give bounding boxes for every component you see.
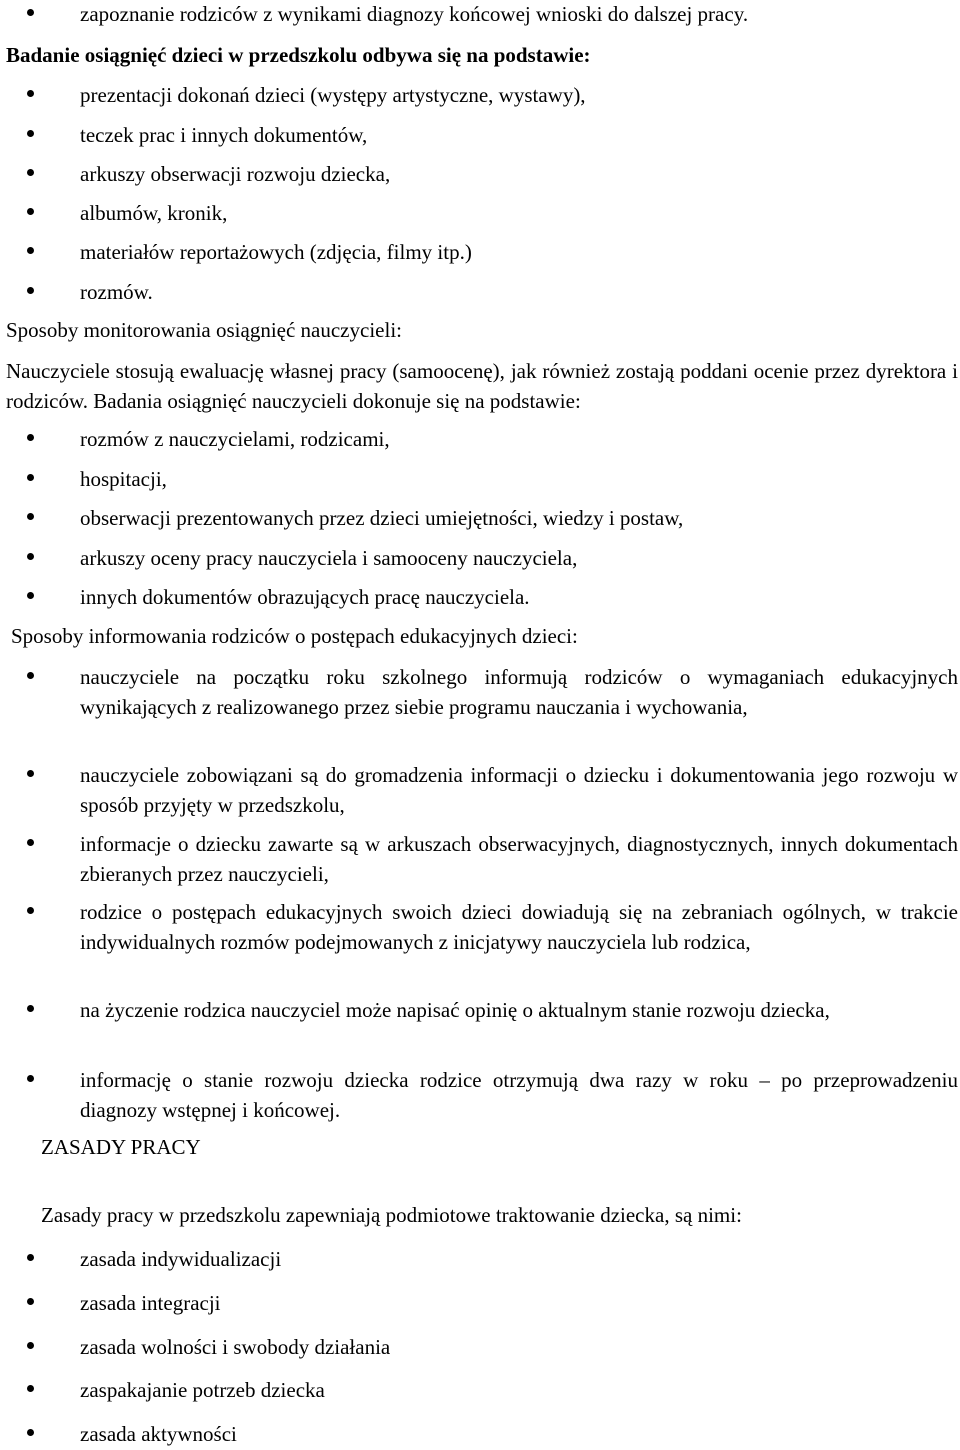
bullet-icon — [27, 287, 34, 294]
bullet-icon — [27, 592, 34, 599]
section-heading-badanie-dzieci: Badanie osiągnięć dzieci w przedszkolu odbywa się na podstawie: — [6, 43, 591, 67]
list-item-text: zaspakajanie potrzeb dziecka — [80, 1378, 325, 1402]
bullet-icon — [27, 1342, 34, 1349]
list-item-text: zasada indywidualizacji — [80, 1247, 282, 1271]
bullet-icon — [27, 90, 34, 97]
list-item-text: rozmów z nauczycielami, rodzicami, — [80, 427, 390, 451]
bullet-icon — [27, 1429, 34, 1436]
bullet-icon — [27, 1298, 34, 1305]
list-item-text: na życzenie rodzica nauczyciel może napisać opinię o aktualnym stanie rozwoju dziecka, — [80, 998, 830, 1022]
list-item-text: teczek prac i innych dokumentów, — [80, 123, 368, 147]
list-item-text: zasada integracji — [80, 1291, 221, 1315]
section-heading-zasady: ZASADY PRACY — [41, 1135, 201, 1159]
section-heading-monitorowanie: Sposoby monitorowania osiągnięć nauczycieli: — [6, 318, 402, 342]
bullet-icon — [27, 474, 34, 481]
bullet-icon — [27, 672, 34, 679]
section-heading-informowanie: Sposoby informowania rodziców o postępach edukacyjnych dzieci: — [11, 624, 578, 648]
bullet-icon — [27, 513, 34, 520]
list-item-text: innych dokumentów obrazujących pracę nauczyciela. — [80, 585, 530, 609]
monitorowanie-paragraph: Nauczyciele stosują ewaluację własnej pracy (samoocenę), jak również zostają poddani ocenie przez dyrektora i rodziców. Badania osiągnięć nauczycieli dokonuje się na podstawie: — [6, 359, 958, 413]
bullet-icon — [27, 839, 34, 846]
list-item-text: arkuszy obserwacji rozwoju dziecka, — [80, 162, 391, 186]
bullet-icon — [27, 1075, 34, 1082]
bullet-icon — [27, 1254, 34, 1261]
list-item-text: obserwacji prezentowanych przez dzieci umiejętności, wiedzy i postaw, — [80, 506, 684, 530]
bullet-icon — [27, 1005, 34, 1012]
list-item-text: nauczyciele na początku roku szkolnego informują rodziców o wymaganiach edukacyjnych wynikających z realizowanego przez siebie programu nauczania i wychowania, — [80, 665, 958, 719]
bullet-icon — [27, 247, 34, 254]
bullet-icon — [27, 434, 34, 441]
list-item-text: nauczyciele zobowiązani są do gromadzenia informacji o dziecku i dokumentowania jego rozwoju w sposób przyjęty w przedszkolu, — [80, 763, 958, 817]
list-item-text: albumów, kronik, — [80, 201, 228, 225]
bullet-icon — [27, 1385, 34, 1392]
list-item-text: rozmów. — [80, 280, 153, 304]
bullet-icon — [27, 553, 34, 560]
bullet-icon — [27, 770, 34, 777]
list-item-text: informacje o dziecku zawarte są w arkuszach obserwacyjnych, diagnostycznych, innych dokumentach zbieranych przez nauczycieli, — [80, 832, 958, 886]
bullet-icon — [27, 169, 34, 176]
list-item-text: prezentacji dokonań dzieci (występy artystyczne, wystawy), — [80, 83, 586, 107]
list-item-text: rodzice o postępach edukacyjnych swoich dzieci dowiadują się na zebraniach ogólnych, w trakcie indywidualnych rozmów podejmowanych z inicjatywy nauczyciela lub rodzica, — [80, 900, 958, 954]
list-item-text: zasada wolności i swobody działania — [80, 1335, 391, 1359]
list-item-text: informację o stanie rozwoju dziecka rodzice otrzymują dwa razy w roku – po przeprowadzeniu diagnozy wstępnej i końcowej. — [80, 1068, 958, 1122]
list-item-text: hospitacji, — [80, 467, 167, 491]
bullet-icon — [27, 907, 34, 914]
list-item-text: zasada aktywności — [80, 1422, 237, 1446]
list-item-text: materiałów reportażowych (zdjęcia, filmy itp.) — [80, 240, 472, 264]
zasady-intro: Zasady pracy w przedszkolu zapewniają podmiotowe traktowanie dziecka, są nimi: — [41, 1203, 742, 1227]
list-item-text: arkuszy oceny pracy nauczyciela i samooceny nauczyciela, — [80, 546, 578, 570]
bullet-icon — [27, 9, 34, 16]
bullet-icon — [27, 208, 34, 215]
list-item-text: zapoznanie rodziców z wynikami diagnozy końcowej wnioski do dalszej pracy. — [80, 2, 749, 26]
bullet-icon — [27, 130, 34, 137]
